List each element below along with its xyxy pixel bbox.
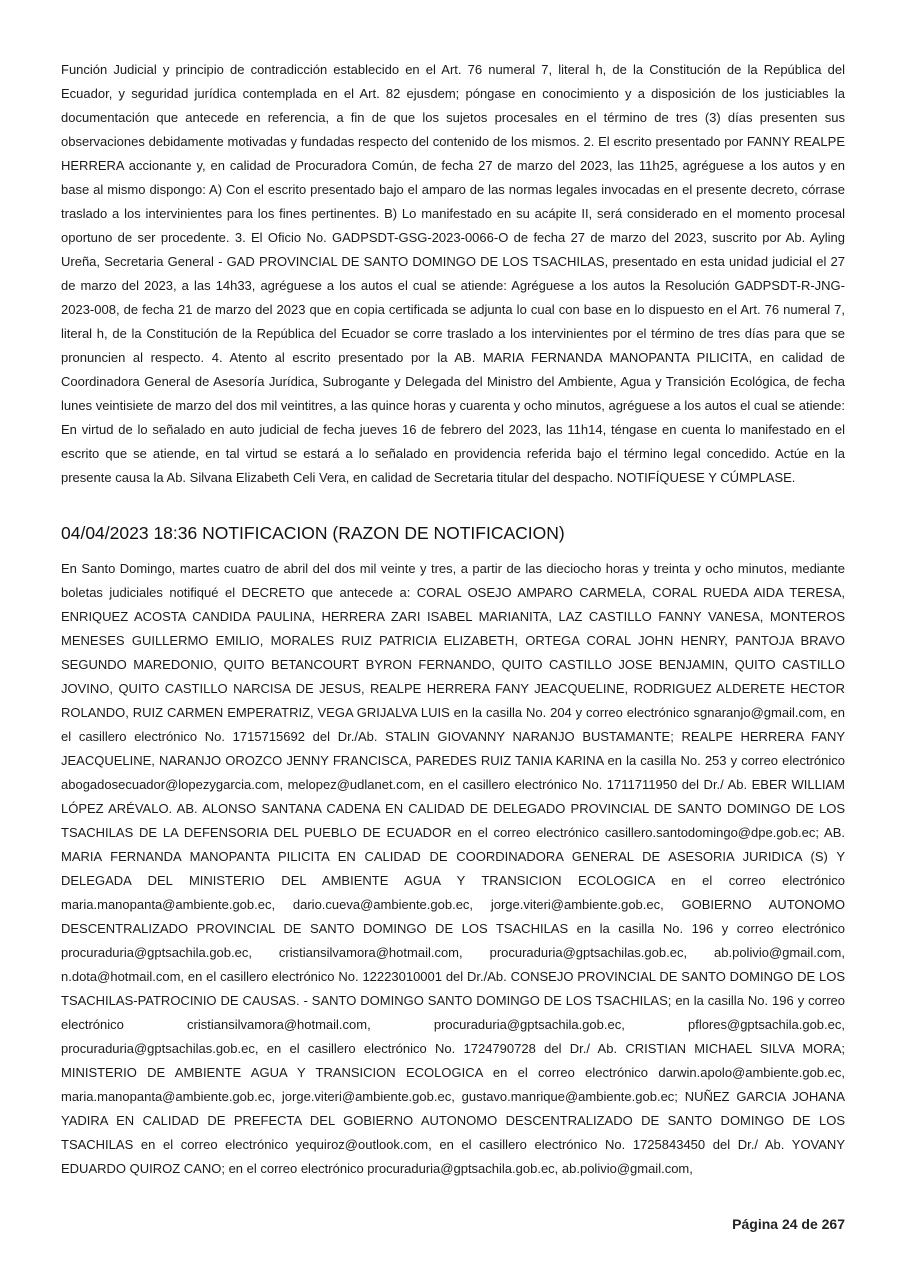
document-body <box>61 58 845 1181</box>
paragraph-notification: En Santo Domingo, martes cuatro de abril del dos mil veinte y tres, a partir de las dieciocho horas y treinta y ocho minutos, mediante boletas judiciales notifiqué el DECRETO que antecede a: CORAL OSEJO AMPARO CARMELA, CORAL RUEDA AIDA TERESA, ENRIQUEZ ACOSTA CANDIDA PAULINA, HERRERA ZARI ISABEL MARIANITA, LAZ CASTILLO FANNY VANESA, MONTEROS MENESES GUILLERMO EMILIO, MORALES RUIZ PATRICIA ELIZABETH, ORTEGA CORAL JOHN HENRY, PANTOJA BRAVO SEGUNDO MAREDONIO, QUITO BETANCOURT BYRON FERNANDO, QUITO CASTILLO JOSE BENJAMIN, QUITO CASTILLO JOVINO, QUITO CASTILLO NARCISA DE JESUS, REALPE HERRERA FANY JEACQUELINE, RODRIGUEZ ALDERETE HECTOR ROLANDO, RUIZ CARMEN EMPERATRIZ, VEGA GRIJALVA LUIS en la casilla No. 204 y correo electrónico sgnaranjo@gmail.com, en el casillero electrónico No. 1715715692 del Dr./Ab. STALIN GIOVANNY NARANJO BUSTAMANTE; REALPE HERRERA FANY JEACQUELINE, NARANJO OROZCO JENNY FRANCISCA, PAREDES RUIZ TANIA KARINA en la casilla No. 253 y correo electrónico abogadosecuador@lopezygarcia.com, melopez@udlanet.com, en el casillero electrónico No. 1711711950 del Dr./ Ab. EBER WILLIAM LÓPEZ ARÉVALO. AB. ALONSO SANTANA CADENA EN CALIDAD DE DELEGADO PROVINCIAL DE SANTO DOMINGO DE LOS TSACHILAS DE LA DEFENSORIA DEL PUEBLO DE ECUADOR en el correo electrónico casillero.santodomingo@dpe.gob.ec; AB. MARIA FERNANDA MANOPANTA PILICITA EN CALIDAD DE COORDINADORA GENERAL DE ASESORIA JURIDICA (S) Y DELEGADA DEL MINISTERIO DEL AMBIENTE AGUA Y TRANSICION ECOLOGICA en el correo electrónico maria.manopanta@ambiente.gob.ec, dario.cueva@ambiente.gob.ec, jorge.viteri@ambiente.gob.ec, GOBIERNO AUTONOMO DESCENTRALIZADO PROVINCIAL DE SANTO DOMINGO DE LOS TSACHILAS en la casilla No. 196 y correo electrónico procuraduria@gptsachila.gob.ec, cristiansilvamora@hotmail.com, procuraduria@gptsachilas.gob.ec, ab.polivio@gmail.com, n.dota@hotmail.com, en el casillero electrónico No. 12223010001 del Dr./Ab. CONSEJO PROVINCIAL DE SANTO DOMINGO DE LOS TSACHILAS-PATROCINIO DE CAUSAS. - SANTO DOMINGO SANTO DOMINGO DE LOS TSACHILAS; en la casilla No. 196 y correo electrónico cristiansilvamora@hotmail.com, procuraduria@gptsachila.gob.ec, pflores@gptsachila.gob.ec, procuraduria@gptsachilas.gob.ec, en el casillero electrónico No. 1724790728 del Dr./ Ab. CRISTIAN MICHAEL SILVA MORA; MINISTERIO DE AMBIENTE AGUA Y TRANSICION ECOLOGICA en el correo electrónico darwin.apolo@ambiente.gob.ec, maria.manopanta@ambiente.gob.ec, jorge.viteri@ambiente.gob.ec, gustavo.manrique@ambiente.gob.ec; NUÑEZ GARCIA JOHANA YADIRA EN CALIDAD DE PREFECTA DEL GOBIERNO AUTONOMO DESCENTRALIZADO DE SANTO DOMINGO DE LOS TSACHILAS en el correo electrónico yequiroz@outlook.com, en el casillero electrónico No. 1725843450 del Dr./ Ab. YOVANY EDUARDO QUIROZ CANO; en el correo electrónico procuraduria@gptsachila.gob.ec, ab.polivio@gmail.com, <box>61 561 845 1176</box>
paragraph-decree: Función Judicial y principio de contradicción establecido en el Art. 76 numeral 7, literal h, de la Constitución de la República del Ecuador, y seguridad jurídica contemplada en el Art. 82 ejusdem; póngase en conocimiento y a disposición de los justiciables la documentación que antecede en referencia, a fin de que los sujetos procesales en el término de tres (3) días presenten sus observaciones debidamente motivadas y fundadas respecto del contenido de los mismos. 2. El escrito presentado por FANNY REALPE HERRERA accionante y, en calidad de Procuradora Común, de fecha 27 de marzo del 2023, las 11h25, agréguese a los autos y en base al mismo dispongo: A) Con el escrito presentado bajo el amparo de las normas legales invocadas en el presente decreto, córrase traslado a los intervinientes para los fines pertinentes. B) Lo manifestado en su acápite II, será considerado en el momento procesal oportuno de ser procedente. 3. El Oficio No. GADPSDT-GSG-2023-0066-O de fecha 27 de marzo del 2023, suscrito por Ab. Ayling Ureña, Secretaria General - GAD PROVINCIAL DE SANTO DOMINGO DE LOS TSACHILAS, presentado en esta unidad judicial el 27 de marzo del 2023, a las 14h33, agréguese a los autos el cual se atiende: Agréguese a los autos la Resolución GADPSDT-R-JNG-2023-008, de fecha 21 de marzo del 2023 que en copia certificada se adjunta lo cual con base en lo dispuesto en el Art. 76 numeral 7, literal h, de la Constitución de la República del Ecuador se corre traslado a los intervinientes por el término de tres días para que se pronuncien al respecto. 4. Atento al escrito presentado por la AB. MARIA FERNANDA MANOPANTA PILICITA, en calidad de Coordinadora General de Asesoría Jurídica, Subrogante y Delegada del Ministro del Ambiente, Agua y Transición Ecológica, de fecha lunes veintisiete de marzo del dos mil veintitres, a las quince horas y cuarenta y ocho minutos, agréguese a los autos el cual se atiende: En virtud de lo señalado en auto judicial de fecha jueves 16 de febrero del 2023, las 11h14, téngase en cuenta lo manifestado en el escrito que se atiende, en tal virtud se estará a lo señalado en providencia referida bajo el término legal concedido. Actúe en la presente causa la Ab. Silvana Elizabeth Celi Vera, en calidad de Secretaria titular del despacho. NOTIFÍQUESE Y CÚMPLASE. <box>61 62 845 485</box>
page-number: Página 24 de 267 <box>732 1216 845 1232</box>
section-heading: 04/04/2023 18:36 NOTIFICACION (RAZON DE NOTIFICACION) <box>61 523 565 543</box>
